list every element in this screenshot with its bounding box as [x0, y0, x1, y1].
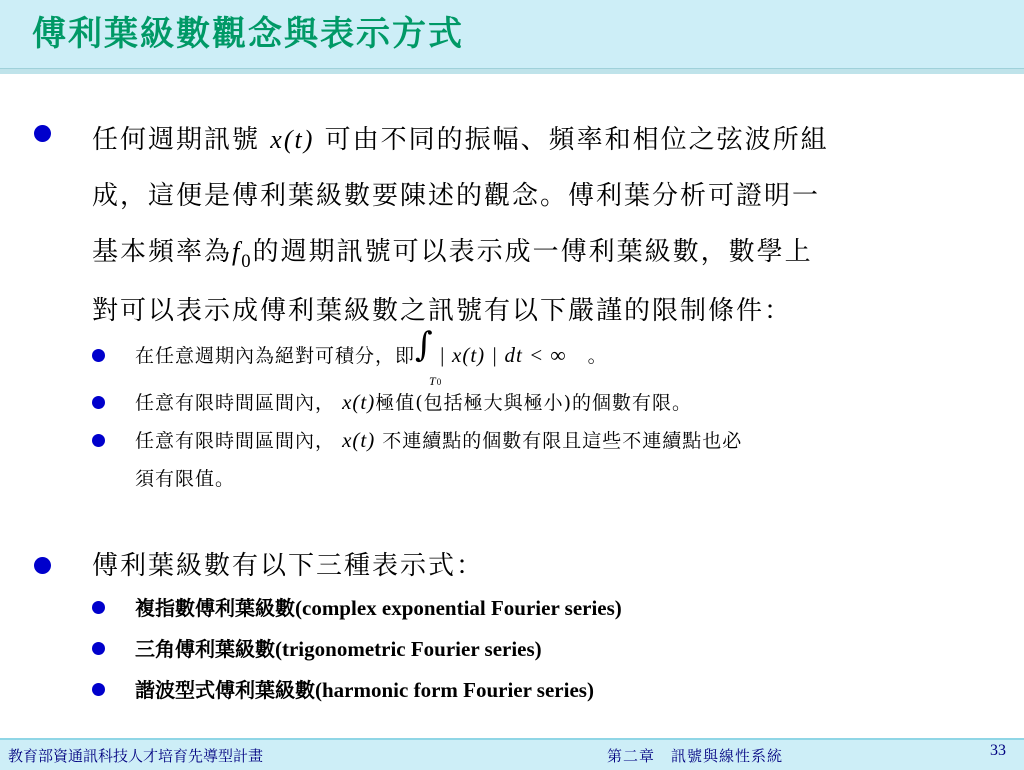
- footer-chapter: 第二章 訊號與線性系統: [607, 747, 784, 765]
- bullet-icon: [92, 683, 105, 696]
- signal-variable: x: [270, 125, 284, 154]
- integral-lower-limit: T: [429, 374, 437, 388]
- paragraph-line-3: [92, 224, 992, 283]
- form-name-zh: 三角傅利葉級數: [135, 637, 275, 661]
- condition-item: [135, 325, 608, 388]
- text: 的週期訊號可以表示成一傅利葉級數，數學上: [252, 237, 813, 267]
- text: 基本頻率為: [92, 237, 233, 267]
- condition-text-end: 極值(包括極大與極小)的個數有限。: [375, 392, 693, 414]
- bullet-icon: [92, 601, 105, 614]
- paragraph-line-2: 成，這便是傅利葉級數要陳述的觀念。傅利葉分析可證明一: [92, 181, 821, 211]
- bullet-icon: [92, 396, 105, 409]
- text: 任何週期訊號: [92, 125, 271, 155]
- condition-text-end: 。: [587, 345, 608, 367]
- form-name-en: (complex exponential Fourier series): [295, 596, 622, 620]
- condition-text: 任意有限時間區間內，: [135, 392, 336, 414]
- signal-variable: x(t): [342, 428, 376, 452]
- form-name-zh: 複指數傅利葉級數: [135, 596, 295, 620]
- condition-text-mid: 不連續點的個數有限且這些不連續點也必: [375, 430, 743, 452]
- frequency-variable: f: [232, 237, 242, 266]
- text: 可由不同的振幅、頻率和相位之弦波所組: [314, 125, 829, 155]
- bullet-icon: [92, 642, 105, 655]
- form-name-en: (harmonic form Fourier series): [315, 678, 594, 702]
- main-paragraph: [92, 112, 992, 339]
- paragraph-line-1: [92, 112, 992, 168]
- form-item: [135, 675, 594, 705]
- integral-expression: | x(t) | dt < ∞: [439, 343, 567, 367]
- form-name-en: (trigonometric Fourier series): [275, 637, 542, 661]
- integral-symbol: ∫ T0: [415, 325, 443, 388]
- condition-item-continuation: 須有限值。: [135, 468, 236, 490]
- bullet-icon: [92, 349, 105, 362]
- form-item: [135, 634, 542, 664]
- signal-argument: (t): [283, 125, 315, 154]
- footer-program: 教育部資通訊科技人才培育先導型計畫: [8, 747, 264, 765]
- footer-bar: [0, 738, 1024, 770]
- form-item: [135, 593, 622, 623]
- condition-text: 在任意週期內為絕對可積分，即: [135, 345, 416, 367]
- slide-title: 傅利葉級數觀念與表示方式: [32, 14, 464, 54]
- signal-variable: x(t): [342, 390, 376, 414]
- paragraph-line-4: 對可以表示成傅利葉級數之訊號有以下嚴謹的限制條件：: [92, 296, 793, 326]
- forms-intro: 傅利葉級數有以下三種表示式：: [92, 551, 485, 581]
- bullet-icon: [34, 125, 51, 142]
- bullet-icon: [34, 557, 51, 574]
- condition-text: 任意有限時間區間內，: [135, 430, 336, 452]
- page-number: 33: [990, 742, 1006, 759]
- subscript: 0: [241, 250, 253, 272]
- form-name-zh: 諧波型式傅利葉級數: [135, 678, 315, 702]
- condition-item: [135, 425, 742, 457]
- bullet-icon: [92, 434, 105, 447]
- integral-lower-subscript: 0: [436, 377, 443, 387]
- title-bar: [0, 0, 1024, 68]
- condition-item: [135, 387, 692, 419]
- title-divider: [0, 68, 1024, 74]
